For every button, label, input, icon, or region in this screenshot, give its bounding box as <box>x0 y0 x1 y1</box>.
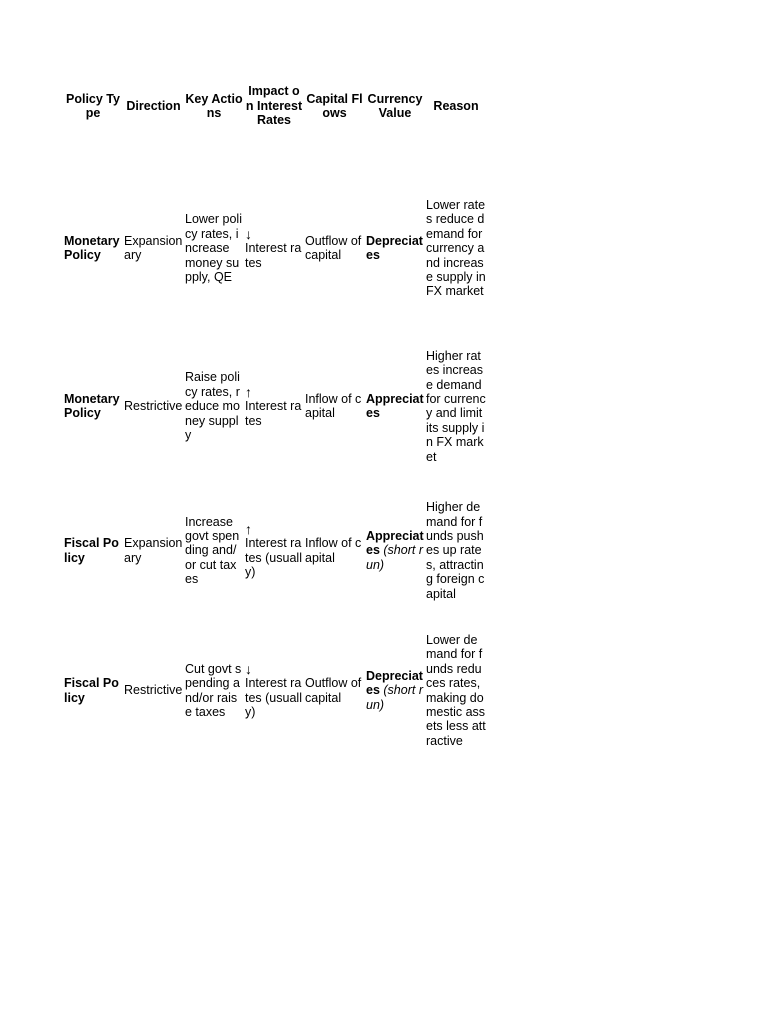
cell-impact <box>243 349 303 464</box>
cell-impact <box>243 198 303 299</box>
table-row <box>62 198 486 299</box>
header-impact: Impact on Interest Rates <box>245 84 303 128</box>
header-policy-type: Policy Type <box>66 91 120 120</box>
currency-value-text: Appreciates <box>366 528 424 558</box>
cell-policy-type: Monetary Policy <box>64 392 120 421</box>
cell-key-actions: Increase govt spending and/or cut taxes <box>185 514 240 587</box>
cell-reason: Higher demand for funds pushes up rates, attracting foreign capital <box>426 500 485 601</box>
cell-direction: Restrictive <box>124 399 183 414</box>
header-reason: Reason <box>433 98 479 113</box>
currency-note: (short run) <box>366 543 423 572</box>
table-row <box>62 349 486 464</box>
cell-direction: Expansionary <box>124 234 183 263</box>
cell-policy-type: Fiscal Policy <box>64 676 119 705</box>
cell-currency-value <box>364 633 424 748</box>
cell-currency-value <box>364 349 424 464</box>
header-capital-flows: Capital Flows <box>306 91 363 120</box>
impact-text: Interest rates (usually) <box>245 676 302 719</box>
cell-capital-flows: Outflow of capital <box>305 234 362 263</box>
cell-capital-flows: Inflow of capital <box>305 392 362 421</box>
cell-reason: Lower rates reduce demand for currency and increase supply in FX market <box>426 198 486 299</box>
cell-impact <box>243 633 303 748</box>
row-spacer <box>62 601 486 633</box>
cell-reason: Lower demand for funds reduces rates, making domestic assets less attractive <box>426 632 486 748</box>
currency-note: (short run) <box>366 683 423 712</box>
impact-text: Interest rates (usually) <box>245 536 302 579</box>
policy-table <box>62 82 486 748</box>
arrow-up-icon: ↑ <box>245 383 252 400</box>
arrow-up-icon: ↑ <box>245 520 252 537</box>
cell-direction: Expansionary <box>124 536 183 565</box>
cell-policy-type: Monetary Policy <box>64 234 120 263</box>
header-key-actions: Key Actions <box>185 91 243 120</box>
cell-key-actions: Raise policy rates, reduce money supply <box>185 370 240 443</box>
arrow-down-icon: ↓ <box>245 660 252 677</box>
header-direction: Direction <box>126 98 181 113</box>
cell-policy-type: Fiscal Policy <box>64 536 119 565</box>
currency-value-text: Depreciates <box>366 668 423 698</box>
cell-capital-flows: Inflow of capital <box>305 536 362 565</box>
table-row <box>62 500 486 601</box>
cell-direction: Restrictive <box>124 683 183 698</box>
arrow-down-icon: ↓ <box>245 225 252 242</box>
impact-text: Interest rates <box>245 399 302 428</box>
cell-currency-value <box>364 198 424 299</box>
impact-text: Interest rates <box>245 241 302 270</box>
header-row <box>62 82 486 130</box>
cell-key-actions: Lower policy rates, increase money supply, QE <box>185 212 242 285</box>
cell-key-actions: Cut govt spending and/or raise taxes <box>185 661 242 719</box>
row-spacer <box>62 130 486 198</box>
cell-reason: Higher rates increase demand for currency and limit its supply in FX market <box>426 348 486 464</box>
currency-value-text: Depreciates <box>366 234 423 263</box>
row-spacer <box>62 299 486 349</box>
cell-currency-value <box>364 500 424 601</box>
row-spacer <box>62 464 486 500</box>
cell-capital-flows: Outflow of capital <box>305 676 362 705</box>
header-currency-value: Currency Value <box>367 91 423 120</box>
currency-value-text: Appreciates <box>366 392 424 421</box>
cell-impact <box>243 500 303 601</box>
table-row <box>62 633 486 748</box>
